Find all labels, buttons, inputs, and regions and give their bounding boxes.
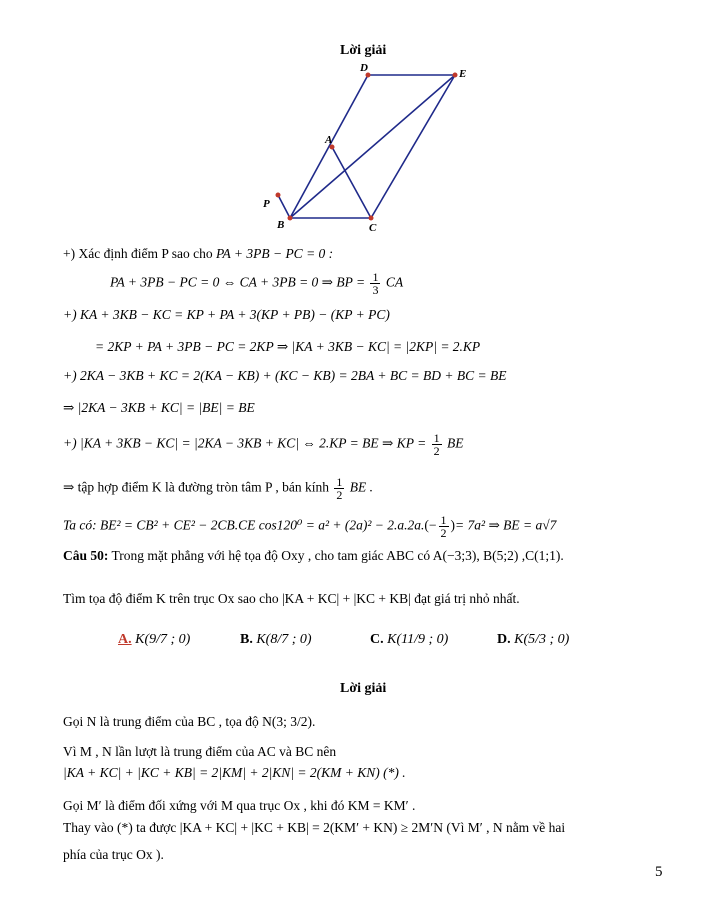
- question-50: Câu 50: Trong mặt phẳng với hệ tọa độ Oxy , cho tam giác ABC có A(−3;3), B(5;2) ,C(1;1).: [63, 548, 564, 563]
- line-expand-2: = 2KP + PA + 3PB − PC = 2KP ⇒ |KA + 3KB − KC| = |2KP| = 2.KP: [95, 339, 481, 354]
- option-b[interactable]: B. K(8/7 ; 0): [240, 632, 312, 647]
- solution-heading: Lời giải: [340, 43, 387, 58]
- label-e: E: [459, 68, 467, 80]
- point-b: [288, 216, 293, 221]
- segment-be: [290, 75, 455, 218]
- label-b: B: [277, 219, 285, 231]
- point-p: [276, 193, 281, 198]
- label-c: C: [369, 222, 377, 234]
- point-c: [369, 216, 374, 221]
- fraction-neg-half: $\frac{1}{2}$: [440, 513, 447, 540]
- line-define-p: +) Xác định điểm P sao cho PA + 3PB − PC = 0 :: [63, 246, 334, 261]
- option-a[interactable]: A. K(9/7 ; 0): [118, 632, 191, 647]
- line-p-derivation: PA + 3PB − PC = 0 ⇔ CA + 3PB = 0 ⇒ BP = $\frac{1}{3}$ CA: [110, 270, 404, 297]
- fraction-radius: $\frac{1}{2}$: [336, 475, 343, 502]
- solution-heading-2: Lời giải: [340, 681, 387, 696]
- sol-line-5: Thay vào (*) ta được |KA + KC| + |KC + KB| = 2(KM′ + KN) ≥ 2M′N (Vì M′ , N nằm về hai: [63, 820, 566, 835]
- sol-line-3: |KA + KC| + |KC + KB| = 2|KM| + 2|KN| = 2(KM + KN) (*) .: [63, 765, 406, 780]
- line-be: ⇒ |2KA − 3KB + KC| = |BE| = BE: [63, 400, 255, 415]
- fraction-one-half: $\frac{1}{2}$: [433, 431, 440, 458]
- label-d: D: [360, 62, 368, 74]
- line-locus: ⇒ tập hợp điểm K là đường tròn tâm P , bán kính $\frac{1}{2}$ BE .: [63, 475, 373, 502]
- line-compute-be: Ta có: BE² = CB² + CE² − 2CB.CE cos120⁰ = a² + (2a)² − 2.a.2a.(− $\frac{1}{2}$ )= 7a² ⇒ BE = a√7: [63, 513, 557, 540]
- option-d[interactable]: D. K(5/3 ; 0): [497, 632, 570, 647]
- geometry-figure: [255, 55, 485, 235]
- page-number: 5: [655, 864, 663, 880]
- line-expand-1: +) KA + 3KB − KC = KP + PA + 3(KP + PB) − (KP + PC): [63, 307, 390, 322]
- question-50-ask: Tìm tọa độ điểm K trên trục Ox sao cho |KA + KC| + |KC + KB| đạt giá trị nhỏ nhất.: [63, 591, 520, 606]
- segment-db: [290, 75, 368, 218]
- segment-ce: [371, 75, 455, 218]
- sol-line-4: Gọi M′ là điểm đối xứng với M qua trục Ox , khi đó KM = KM′ .: [63, 798, 416, 813]
- sol-line-2: Vì M , N lần lượt là trung điểm của AC và BC nên: [63, 744, 337, 759]
- label-p: P: [263, 198, 270, 210]
- sol-line-6: phía của trục Ox ).: [63, 847, 164, 862]
- segment-pb: [278, 195, 290, 218]
- line-expand-3: +) 2KA − 3KB + KC = 2(KA − KB) + (KC − KB) = 2BA + BC = BD + BC = BE: [63, 368, 507, 383]
- sol-line-1: Gọi N là trung điểm của BC , tọa độ N(3; 3/2).: [63, 714, 316, 729]
- option-c[interactable]: C. K(11/9 ; 0): [370, 632, 449, 647]
- label-a: A: [325, 134, 333, 146]
- segment-ac: [332, 147, 371, 218]
- point-e: [453, 73, 458, 78]
- line-kp: +) |KA + 3KB − KC| = |2KA − 3KB + KC| ⇔ 2.KP = BE ⇒ KP = $\frac{1}{2}$ BE: [63, 431, 464, 458]
- fraction-one-third: $\frac{1}{3}$: [372, 270, 379, 297]
